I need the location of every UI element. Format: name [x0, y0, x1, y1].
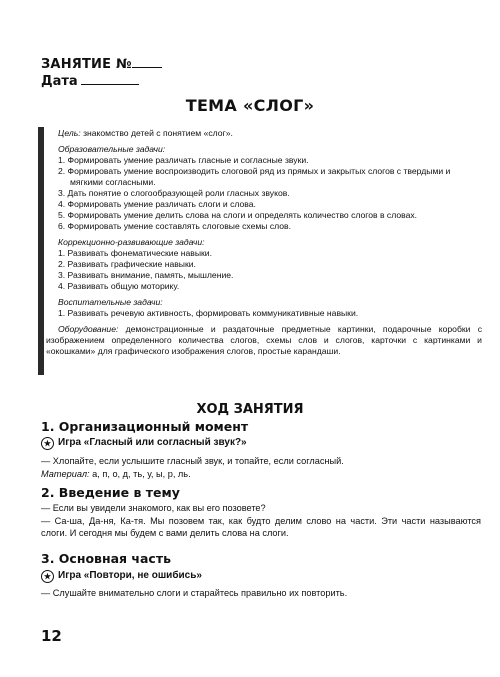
star-circle-icon: ★ — [41, 570, 54, 583]
section-3-text — [41, 587, 481, 600]
corr-tasks-list — [58, 248, 482, 292]
edu-tasks-list — [58, 155, 482, 232]
upbr-tasks-title: Воспитательные задачи: — [58, 297, 163, 307]
goal-text: знакомство детей с понятием «слог». — [80, 128, 233, 138]
equipment-line — [46, 324, 482, 357]
list-item: 2. Развивать графические навыки. — [58, 259, 196, 269]
upbr-tasks-list — [58, 308, 482, 319]
list-item: 6. Формировать умение составлять слоговые схемы слов. — [58, 221, 292, 231]
section-1-line-1: — Хлопайте, если услышите гласный звук, и топайте, если согласный. — [41, 456, 344, 466]
star-circle-icon: ★ — [41, 437, 54, 450]
edu-tasks-title: Образовательные задачи: — [58, 144, 166, 154]
section-1-game-title: Игра «Гласный или согласный звук?» — [58, 437, 247, 448]
list-item: 3. Дать понятие о слогообразующей роли гласных звуков. — [58, 188, 290, 198]
objectives-box — [46, 128, 482, 357]
section-3-line-1: — Слушайте внимательно слоги и старайтесь правильно их повторить. — [41, 588, 348, 598]
equipment-text: демонстрационные и раздаточные предметные картинки, подарочные коробки с изображением определенного количества слогов, схемы слов и слогов, карточки с картинками и «окошками» для графического изображения слогов, простые карандаши. — [46, 324, 482, 356]
list-item: 4. Развивать общую моторику. — [58, 281, 180, 291]
date-blank — [81, 73, 139, 85]
course-title: ХОД ЗАНЯТИЯ — [196, 402, 304, 417]
section-3-title: 3. Основная часть — [41, 551, 171, 566]
section-3-game — [41, 570, 202, 583]
material-text: а, п, о, д, ть, у, ы, р, ль. — [89, 468, 191, 479]
objectives-side-bar — [38, 127, 44, 375]
material-label: Материал: — [41, 468, 90, 479]
list-item: 1. Развивать фонематические навыки. — [58, 248, 212, 258]
date-label: Дата — [41, 74, 78, 89]
date-field — [41, 73, 139, 89]
section-1-game — [41, 437, 247, 450]
section-1-text — [41, 455, 481, 480]
list-item: 2. Формировать умение воспроизводить слоговой ряд из прямых и закрытых слогов с твердыми и мягкими согласными. — [58, 166, 451, 187]
goal-line — [58, 128, 482, 139]
corr-tasks-title: Коррекционно-развивающие задачи: — [58, 237, 205, 247]
lesson-number-field — [41, 56, 162, 72]
section-2-line-1: — Если вы увидели знакомого, как вы его позовете? — [41, 503, 266, 513]
section-1-material — [41, 468, 481, 481]
section-1-title: 1. Организационный момент — [41, 419, 249, 434]
section-2-line-2: — Са-ша, Да-ня, Ка-тя. Мы позовем так, как будто делим слово на части. Эти части называются слоги. И сегодня мы будем с вами делить слова на слоги. — [41, 515, 481, 538]
section-3-game-title: Игра «Повтори, не ошибись» — [58, 570, 202, 581]
lesson-number-label: ЗАНЯТИЕ № — [41, 57, 132, 72]
list-item: 3. Развивать внимание, память, мышление. — [58, 270, 234, 280]
list-item: 1. Развивать речевую активность, формировать коммуникативные навыки. — [58, 308, 359, 318]
list-item: 1. Формировать умение различать гласные и согласные звуки. — [58, 155, 309, 165]
page-number: 12 — [41, 627, 62, 645]
equipment-label: Оборудование: — [58, 324, 119, 334]
list-item: 4. Формировать умение различать слоги и слова. — [58, 199, 256, 209]
list-item: 5. Формировать умение делить слова на слоги и определять количество слогов в словах. — [58, 210, 418, 220]
lesson-number-blank — [132, 56, 162, 68]
section-2-text — [41, 502, 481, 540]
topic-title: ТЕМА «СЛОГ» — [185, 96, 315, 115]
section-2-title: 2. Введение в тему — [41, 485, 180, 500]
goal-label: Цель: — [58, 128, 81, 138]
